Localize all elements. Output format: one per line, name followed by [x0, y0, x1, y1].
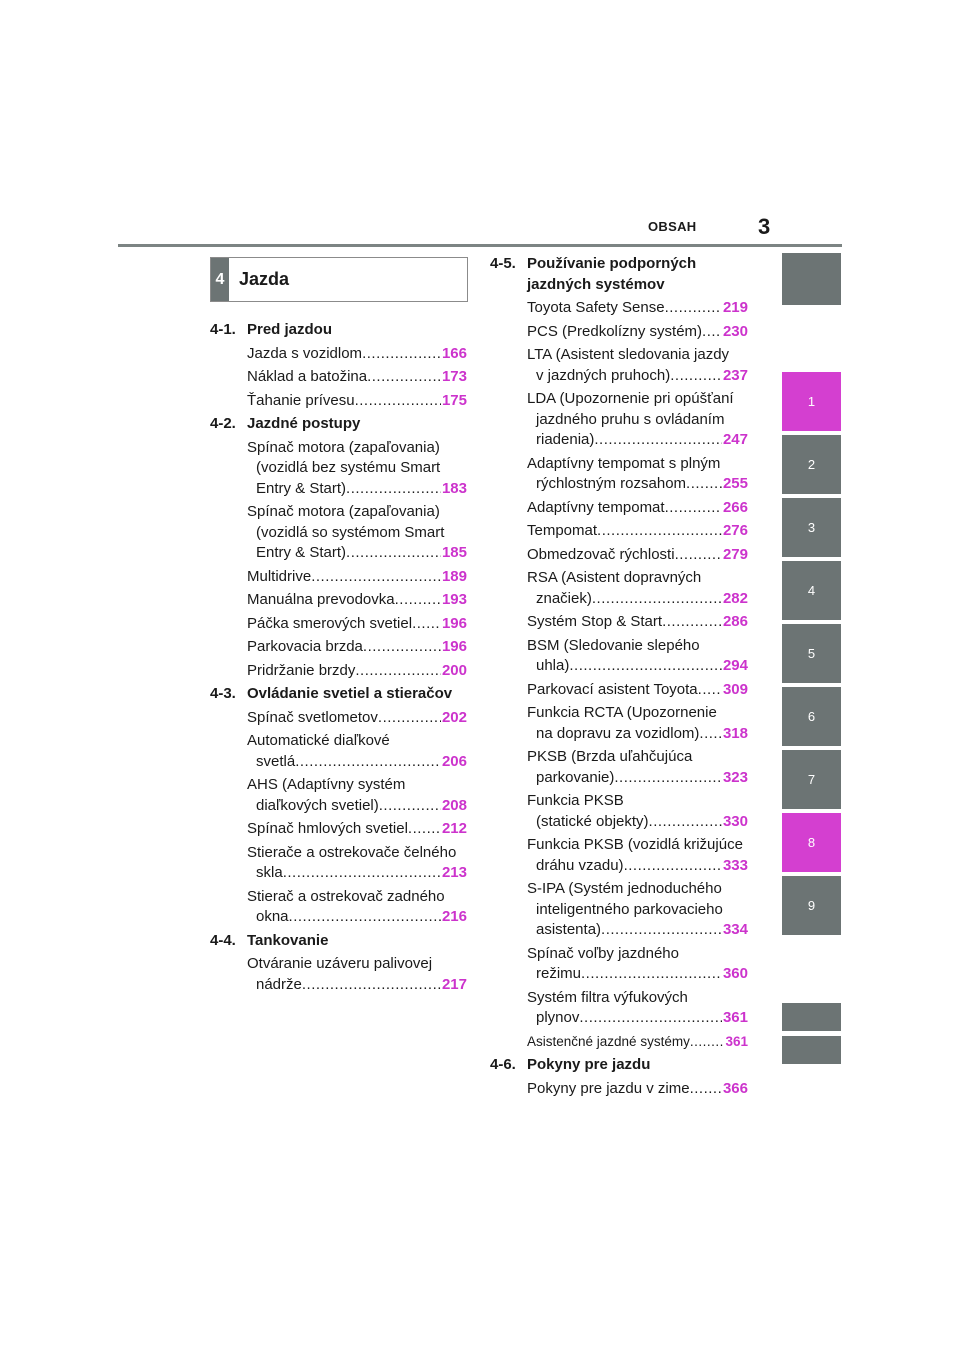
toc-group	[210, 931, 467, 996]
toc-entry[interactable]	[527, 298, 748, 319]
chapter-tab-4[interactable]: 4	[782, 561, 841, 620]
toc-dot-leader	[346, 543, 441, 564]
toc-page-number[interactable]: 255	[722, 475, 748, 492]
toc-entry-text: (vozidlá bez systému Smart	[256, 459, 441, 476]
toc-entry-line	[527, 612, 748, 633]
toc-page-number[interactable]: 189	[441, 567, 467, 585]
toc-entry-text: Pridržanie brzdy	[247, 661, 356, 679]
header-rule	[118, 244, 842, 247]
toc-page-number[interactable]: 213	[441, 864, 467, 881]
chapter-tab-9[interactable]: 9	[782, 876, 841, 935]
toc-column-left	[210, 320, 467, 998]
toc-entry-text: Pokyny pre jazdu v zime	[527, 1079, 690, 1097]
toc-entry[interactable]	[527, 835, 748, 876]
toc-page-number[interactable]: 166	[441, 344, 467, 362]
toc-entry-text: Spínač motora (zapaľovania)	[247, 503, 440, 520]
toc-entry-text: plynov	[536, 1009, 580, 1026]
toc-entry[interactable]	[527, 988, 748, 1029]
toc-entry[interactable]	[527, 345, 748, 386]
toc-entry-line	[247, 637, 467, 658]
toc-entry-line	[247, 458, 467, 479]
toc-entry-text: Stierače a ostrekovače čelného	[247, 843, 457, 861]
toc-entry-line	[247, 907, 467, 928]
toc-page-number[interactable]: 318	[722, 724, 748, 742]
toc-page-number[interactable]: 193	[441, 591, 467, 608]
toc-entry-text: Obmedzovač rýchlosti	[527, 545, 675, 563]
toc-entry[interactable]	[527, 680, 748, 701]
toc-entry-line	[527, 1008, 748, 1029]
toc-entry[interactable]	[527, 545, 748, 566]
toc-page-number[interactable]: 247	[722, 431, 748, 448]
toc-entry-line	[247, 775, 467, 796]
toc-dot-leader	[690, 1032, 725, 1053]
toc-entry-text: na dopravu za vozidlom)	[536, 724, 700, 742]
toc-entry-line	[247, 708, 467, 729]
toc-entry-text: Systém Stop & Start	[527, 613, 663, 630]
toc-group-heading	[210, 931, 467, 952]
toc-entry[interactable]	[527, 454, 748, 495]
toc-entry-text: svetlá	[256, 752, 296, 770]
toc-entry-text: Spínač svetlometov	[247, 708, 378, 726]
toc-entry-text: Multidrive	[247, 567, 312, 585]
toc-page-number[interactable]: 237	[722, 366, 748, 384]
toc-entry-line	[527, 521, 748, 542]
chapter-tab-1[interactable]: 1	[782, 372, 841, 431]
toc-entry[interactable]	[247, 775, 467, 816]
toc-entry-line	[527, 410, 748, 431]
toc-entry[interactable]	[527, 521, 748, 542]
section-title: Jazda	[239, 269, 290, 289]
chapter-tab-blank[interactable]	[782, 1036, 841, 1064]
toc-entry-line	[527, 964, 748, 985]
toc-entry-line	[527, 768, 748, 789]
toc-entry-text: Systém filtra výfukových	[527, 988, 688, 1006]
toc-entry[interactable]	[247, 590, 467, 611]
toc-entry-text: LTA (Asistent sledovania jazdy	[527, 346, 730, 363]
toc-entry-text: AHS (Adaptívny systém	[247, 776, 406, 793]
toc-entry-line	[527, 298, 748, 319]
toc-entry[interactable]	[247, 708, 467, 729]
toc-entry-line	[527, 703, 748, 724]
toc-dot-leader	[698, 680, 722, 701]
toc-entry-text: riadenia)	[536, 431, 595, 448]
chapter-tab-7[interactable]: 7	[782, 750, 841, 809]
toc-entry-line	[527, 345, 748, 366]
toc-entry[interactable]	[527, 498, 748, 519]
toc-entry-text: rýchlostným rozsahom	[536, 475, 687, 492]
toc-entry-line	[527, 636, 748, 657]
toc-entry-text: dráhu vzadu)	[536, 856, 624, 874]
toc-page-number[interactable]: 196	[441, 638, 467, 655]
toc-dot-leader	[367, 367, 441, 388]
toc-entry-text: PKSB (Brzda uľahčujúca	[527, 748, 693, 765]
toc-entry-line	[247, 661, 467, 682]
toc-entry[interactable]	[247, 819, 467, 840]
toc-group-number: 4-5.	[490, 255, 516, 272]
toc-entry-text: Entry & Start)	[256, 544, 347, 561]
toc-dot-leader	[665, 498, 722, 519]
toc-entry-text: (vozidlá so systémom Smart	[256, 523, 445, 541]
toc-entry[interactable]	[247, 661, 467, 682]
toc-entry-text: režimu	[536, 965, 582, 982]
toc-entry-line	[247, 731, 467, 752]
toc-page-number[interactable]: 217	[441, 975, 467, 993]
toc-entry[interactable]	[527, 389, 748, 451]
toc-page-number[interactable]: 200	[441, 661, 467, 679]
toc-entry-line	[247, 543, 467, 564]
toc-entry-line	[527, 656, 748, 677]
toc-entry-text: Toyota Safety Sense	[527, 299, 665, 316]
toc-entry-text: Spínač hmlových svetiel	[247, 820, 408, 837]
toc-entry[interactable]	[527, 636, 748, 677]
toc-page-number[interactable]: 282	[722, 589, 748, 607]
chapter-tab-8[interactable]: 8	[782, 813, 841, 872]
toc-group-heading	[490, 1055, 748, 1076]
toc-entry[interactable]	[247, 731, 467, 772]
toc-entry-line	[247, 438, 467, 459]
toc-dot-leader	[283, 863, 441, 884]
toc-entry-text: inteligentného parkovacieho	[536, 900, 723, 918]
toc-entry-line	[527, 454, 748, 475]
chapter-tab-5[interactable]: 5	[782, 624, 841, 683]
toc-entry-line	[527, 900, 748, 921]
toc-group-heading	[210, 320, 467, 341]
toc-dot-leader	[649, 812, 722, 833]
toc-dot-leader	[675, 545, 722, 566]
toc-page-number[interactable]: 333	[722, 856, 748, 874]
toc-entry-text: značiek)	[536, 589, 592, 607]
toc-group-title: Ovládanie svetiel a stieračov	[247, 685, 453, 702]
toc-entry-line	[247, 391, 467, 412]
toc-entry-text: S-IPA (Systém jednoduchého	[527, 880, 722, 897]
toc-page-number[interactable]: 230	[722, 322, 748, 340]
toc-entry[interactable]	[247, 637, 467, 658]
toc-page-number[interactable]: 361	[722, 1009, 748, 1026]
toc-entry-text: nádrže	[256, 975, 302, 993]
toc-entry-text: Páčka smerových svetiel	[247, 614, 413, 632]
toc-dot-leader	[592, 589, 722, 610]
toc-entry-line	[247, 502, 467, 523]
toc-entry[interactable]	[527, 612, 748, 633]
toc-dot-leader	[379, 796, 441, 817]
toc-group	[210, 414, 467, 681]
toc-entry-text: Stierač a ostrekovač zadného	[247, 887, 445, 905]
toc-dot-leader	[579, 1008, 722, 1029]
toc-entry[interactable]	[527, 1032, 748, 1053]
toc-dot-leader	[670, 366, 722, 387]
toc-entry-line	[527, 389, 748, 410]
toc-entry-line	[247, 344, 467, 365]
toc-page-number[interactable]: 208	[441, 796, 467, 814]
toc-entry-line	[527, 879, 748, 900]
toc-dot-leader	[408, 819, 441, 840]
toc-page-number[interactable]: 185	[441, 544, 467, 561]
toc-entry-text: Funkcia RCTA (Upozornenie	[527, 704, 717, 721]
toc-group-heading	[210, 414, 467, 435]
toc-group	[210, 684, 467, 928]
toc-entry-line	[527, 545, 748, 566]
toc-entry-line	[527, 322, 748, 343]
toc-entry[interactable]	[247, 344, 467, 365]
toc-page-number[interactable]: 202	[441, 708, 467, 726]
toc-entry-line	[527, 680, 748, 701]
toc-dot-leader	[378, 708, 441, 729]
toc-entry-line	[247, 523, 467, 544]
toc-entry-line	[527, 498, 748, 519]
toc-entry-line	[247, 752, 467, 773]
toc-entry[interactable]	[247, 887, 467, 928]
chapter-tab-3[interactable]: 3	[782, 498, 841, 557]
chapter-tab-blank[interactable]	[782, 1003, 841, 1031]
toc-dot-leader	[581, 964, 722, 985]
toc-entry[interactable]	[527, 944, 748, 985]
toc-entry[interactable]	[247, 614, 467, 635]
toc-entry[interactable]	[247, 843, 467, 884]
toc-entry-text: Entry & Start)	[256, 479, 347, 497]
toc-entry-text: skla	[256, 864, 283, 881]
toc-entry-text: PCS (Predkolízny systém)	[527, 322, 703, 340]
toc-entry-text: LDA (Upozornenie pri opúšťaní	[527, 390, 734, 407]
toc-page-number[interactable]: 330	[722, 812, 748, 830]
toc-entry-text: asistenta)	[536, 921, 602, 938]
header-title: OBSAH	[648, 219, 697, 234]
toc-dot-leader	[569, 656, 722, 677]
toc-page-number[interactable]: 266	[722, 498, 748, 516]
toc-group-title: Jazdné postupy	[247, 415, 361, 432]
toc-group-title: Pokyny pre jazdu	[527, 1056, 651, 1073]
chapter-tab-blank[interactable]	[782, 253, 841, 305]
toc-page-number[interactable]: 196	[441, 614, 467, 632]
toc-entry[interactable]	[527, 1079, 748, 1100]
toc-group-number: 4-3.	[210, 685, 236, 702]
toc-group	[490, 254, 748, 1052]
toc-entry-text: Adaptívny tempomat	[527, 498, 665, 516]
toc-dot-leader	[594, 430, 722, 451]
toc-group-title: Tankovanie	[247, 931, 329, 949]
toc-page-number[interactable]: 286	[722, 613, 748, 630]
toc-page-number[interactable]: 173	[441, 368, 467, 385]
toc-entry-text: Asistenčné jazdné systémy	[527, 1033, 690, 1049]
toc-entry-text: parkovanie)	[536, 768, 615, 786]
toc-entry-line	[527, 366, 748, 387]
toc-dot-leader	[614, 768, 722, 789]
toc-entry-text: Jazda s vozidlom	[247, 344, 363, 362]
toc-entry-line	[247, 819, 467, 840]
toc-page-number[interactable]: 309	[722, 680, 748, 698]
chapter-tab-6[interactable]: 6	[782, 687, 841, 746]
toc-entry-text: Manuálna prevodovka	[247, 591, 395, 608]
toc-entry[interactable]	[247, 567, 467, 588]
toc-entry[interactable]	[527, 703, 748, 744]
toc-entry[interactable]	[247, 367, 467, 388]
toc-dot-leader	[355, 391, 441, 412]
toc-group	[490, 1055, 748, 1099]
toc-entry-text: Náklad a batožina	[247, 368, 368, 385]
toc-entry-line	[527, 430, 748, 451]
toc-page-number[interactable]: 219	[722, 299, 748, 316]
toc-dot-leader	[412, 614, 441, 635]
toc-group-number: 4-2.	[210, 415, 236, 432]
toc-entry[interactable]	[527, 322, 748, 343]
toc-entry-line	[527, 747, 748, 768]
toc-entry-line	[247, 843, 467, 864]
toc-entry-text: Funkcia PKSB (vozidlá križujúce	[527, 836, 743, 853]
toc-entry[interactable]	[527, 568, 748, 609]
toc-page-number[interactable]: 175	[441, 391, 467, 409]
toc-entry-line	[247, 479, 467, 500]
toc-entry-line	[527, 1032, 748, 1053]
toc-dot-leader	[295, 752, 441, 773]
toc-dot-leader	[311, 567, 441, 588]
toc-entry-line	[527, 568, 748, 589]
toc-entry-line	[527, 812, 748, 833]
toc-group-heading	[210, 684, 467, 705]
toc-entry-line	[527, 724, 748, 745]
toc-entry-line	[527, 589, 748, 610]
toc-entry-line	[247, 863, 467, 884]
section-heading	[210, 257, 468, 302]
toc-page-number[interactable]: 334	[722, 921, 748, 938]
toc-entry-text: Tempomat	[527, 522, 598, 539]
toc-entry-text: diaľkových svetiel)	[256, 796, 379, 814]
toc-group-heading	[490, 254, 748, 295]
toc-entry[interactable]	[247, 391, 467, 412]
toc-entry-text: jazdného pruhu s ovládaním	[536, 410, 725, 428]
toc-entry-line	[247, 590, 467, 611]
toc-page-number[interactable]: 294	[722, 657, 748, 674]
toc-entry-line	[527, 1079, 748, 1100]
toc-dot-leader	[665, 298, 722, 319]
toc-entry[interactable]	[247, 954, 467, 995]
toc-entry-line	[247, 796, 467, 817]
toc-dot-leader	[362, 344, 441, 365]
toc-entry-text: Ťahanie prívesu	[247, 391, 355, 409]
toc-entry-text: RSA (Asistent dopravných	[527, 569, 702, 586]
toc-entry-line	[527, 988, 748, 1009]
toc-entry-line	[527, 474, 748, 495]
toc-page-number[interactable]: 323	[722, 768, 748, 786]
toc-entry-line	[247, 367, 467, 388]
toc-entry-text: Spínač voľby jazdného	[527, 944, 679, 962]
toc-entry-text: uhla)	[536, 657, 570, 674]
toc-entry-line	[247, 954, 467, 975]
toc-entry-text: Funkcia PKSB	[527, 792, 624, 809]
toc-entry-text: (statické objekty)	[536, 812, 649, 830]
toc-entry-text: v jazdných pruhoch)	[536, 366, 671, 384]
toc-page-number[interactable]: 360	[722, 965, 748, 982]
toc-entry-text: BSM (Sledovanie slepého	[527, 636, 700, 654]
toc-entry[interactable]	[247, 438, 467, 500]
page-number: 3	[758, 214, 771, 239]
toc-entry-line	[247, 614, 467, 635]
toc-entry-text: okna	[256, 908, 289, 925]
toc-page-number[interactable]: 276	[722, 522, 748, 539]
toc-dot-leader	[355, 661, 441, 682]
toc-entry-text: Spínač motora (zapaľovania)	[247, 438, 440, 456]
toc-group-number: 4-6.	[490, 1056, 516, 1073]
toc-dot-leader	[702, 322, 722, 343]
toc-entry-text: Otváranie uzáveru palivovej	[247, 955, 433, 972]
toc-dot-leader	[686, 474, 722, 495]
toc-entry[interactable]	[527, 791, 748, 832]
toc-dot-leader	[699, 724, 722, 745]
toc-dot-leader	[624, 856, 722, 877]
toc-entry-line	[527, 920, 748, 941]
toc-entry-line	[247, 887, 467, 908]
toc-group-title: Používanie podporných jazdných systémov	[527, 255, 697, 293]
toc-group	[210, 320, 467, 411]
toc-entry-text: Parkovací asistent Toyota	[527, 680, 698, 698]
toc-page-number[interactable]: 212	[441, 820, 467, 837]
toc-column-right	[490, 254, 748, 1102]
toc-dot-leader	[289, 907, 441, 928]
toc-entry-line	[527, 856, 748, 877]
toc-dot-leader	[601, 920, 722, 941]
toc-dot-leader	[346, 479, 441, 500]
toc-entry-line	[527, 791, 748, 812]
toc-dot-leader	[662, 612, 722, 633]
toc-page-number[interactable]: 216	[441, 908, 467, 925]
toc-page-number[interactable]: 366	[722, 1079, 748, 1097]
toc-entry-line	[247, 975, 467, 996]
toc-entry-text: Automatické diaľkové	[247, 732, 390, 749]
toc-entry[interactable]	[527, 747, 748, 788]
toc-group-number: 4-1.	[210, 321, 236, 338]
toc-dot-leader	[302, 975, 441, 996]
toc-page-number[interactable]: 183	[441, 479, 467, 497]
toc-page-number[interactable]: 206	[441, 752, 467, 770]
toc-group-title: Pred jazdou	[247, 321, 333, 338]
toc-dot-leader	[597, 521, 722, 542]
toc-entry-text: Adaptívny tempomat s plným	[527, 454, 721, 472]
toc-entry[interactable]	[247, 502, 467, 564]
toc-entry-text: Parkovacia brzda	[247, 638, 363, 655]
toc-dot-leader	[395, 590, 441, 611]
toc-entry-line	[527, 835, 748, 856]
toc-group-number: 4-4.	[210, 931, 236, 949]
toc-entry-line	[527, 944, 748, 965]
toc-dot-leader	[363, 637, 441, 658]
toc-dot-leader	[690, 1079, 722, 1100]
toc-page-number[interactable]: 279	[722, 545, 748, 563]
section-number: 4	[211, 258, 229, 301]
toc-page-number[interactable]: 361	[725, 1033, 748, 1049]
chapter-tab-2[interactable]: 2	[782, 435, 841, 494]
toc-entry-line	[247, 567, 467, 588]
toc-entry[interactable]	[527, 879, 748, 941]
